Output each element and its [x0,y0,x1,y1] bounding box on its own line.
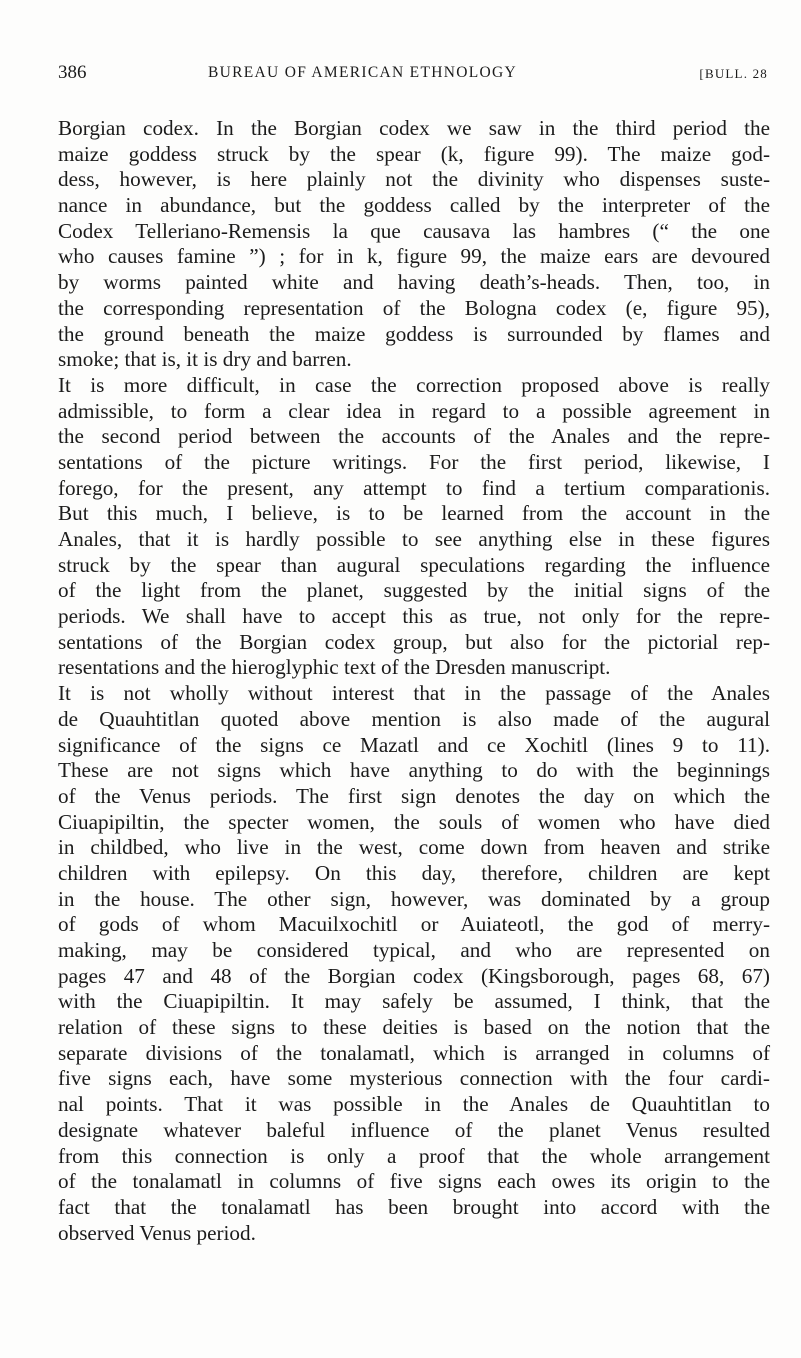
text-line: maize goddess struck by the spear (k, figure 99). The maize god- [58,141,770,166]
text-line: Ciuapipiltin, the specter women, the souls of women who have died [58,809,770,834]
text-line: pages 47 and 48 of the Borgian codex (Kingsborough, pages 68, 67) [58,963,770,988]
text-line: Codex Telleriano-Remensis la que causava las hambres (“ the one [58,218,770,243]
text-line: relation of these signs to these deities is based on the notion that the [58,1015,770,1040]
text-line: designate whatever baleful influence of the planet Venus resulted [58,1117,770,1142]
text-line: sentations of the picture writings. For the first period, likewise, I [58,449,770,474]
running-head [58,62,768,86]
text-line: resentations and the hieroglyphic text of the Dresden manuscript. [58,655,611,680]
text-line: by worms painted white and having death’s-heads. Then, too, in [58,270,770,295]
text-line: periods. We shall have to accept this as true, not only for the repre- [58,604,770,629]
text-line: making, may be considered typical, and who are represented on [58,938,770,962]
text-line: who causes famine ”) ; for in k, figure 99, the maize ears are devoured [58,244,770,269]
text-line: struck by the spear than augural speculations regarding the influence [58,552,770,577]
text-line: of the tonalamatl in columns of five signs each owes its origin to the [58,1169,770,1194]
text-line: of gods of whom Macuilxochitl or Auiateotl, the god of merry- [58,912,770,937]
text-line: with the Ciuapipiltin. It may safely be assumed, I think, that the [58,989,770,1014]
text-line: the corresponding representation of the Bologna codex (e, figure 95), [58,295,770,320]
text-line: smoke; that is, it is dry and barren. [58,347,352,372]
text-line: But this much, I believe, is to be learned from the account in the [58,501,770,526]
text-line: de Quauhtitlan quoted above mention is also made of the augural [58,706,770,731]
text-line: nal points. That it was possible in the Anales de Quauhtitlan to [58,1092,770,1117]
running-title: BUREAU OF AMERICAN ETHNOLOGY [208,64,517,81]
paragraph-borgian-codex [58,116,770,373]
body-text [58,116,770,1246]
text-line: observed Venus period. [58,1220,256,1245]
text-line: in the house. The other sign, however, was dominated by a group [58,886,770,911]
text-line: significance of the signs ce Mazatl and ce Xochitl (lines 9 to 11). [58,732,770,757]
text-line: separate divisions of the tonalamatl, which is arranged in columns of [58,1040,770,1065]
bulletin-reference: [BULL. 28 [699,66,768,81]
text-line: Anales, that it is hardly possible to see anything else in these figures [58,527,770,551]
text-line: the ground beneath the maize goddess is surrounded by flames and [58,321,770,346]
text-line: sentations of the Borgian codex group, but also for the pictorial rep- [58,629,770,654]
text-line: in childbed, who live in the west, come down from heaven and strike [58,835,770,860]
paragraph-augural-signs [58,681,770,1246]
text-line: admissible, to form a clear idea in regard to a possible agreement in [58,398,770,423]
text-line: dess, however, is here plainly not the divinity who dispenses suste- [58,167,770,192]
text-line: forego, for the present, any attempt to find a tertium comparationis. [58,475,770,500]
text-line: from this connection is only a proof that the whole arrangement [58,1143,770,1168]
text-line: children with epilepsy. On this day, therefore, children are kept [58,860,770,885]
text-line: nance in abundance, but the goddess called by the interpreter of the [58,193,770,218]
text-line: five signs each, have some mysterious connection with the four cardi- [58,1066,770,1091]
text-line: It is more difficult, in case the correction proposed above is really [58,372,770,397]
text-line: These are not signs which have anything to do with the beginnings [58,758,770,783]
text-line: It is not wholly without interest that in the passage of the Anales [58,681,770,706]
text-line: of the Venus periods. The first sign denotes the day on which the [58,783,770,808]
text-line: of the light from the planet, suggested by the initial signs of the [58,578,770,603]
page-number: 386 [58,62,87,83]
text-line: the second period between the accounts of the Anales and the repre- [58,424,770,449]
text-line: fact that the tonalamatl has been brought into accord with the [58,1194,770,1219]
text-line: Borgian codex. In the Borgian codex we saw in the third period the [58,116,770,140]
paragraph-second-period [58,373,770,681]
